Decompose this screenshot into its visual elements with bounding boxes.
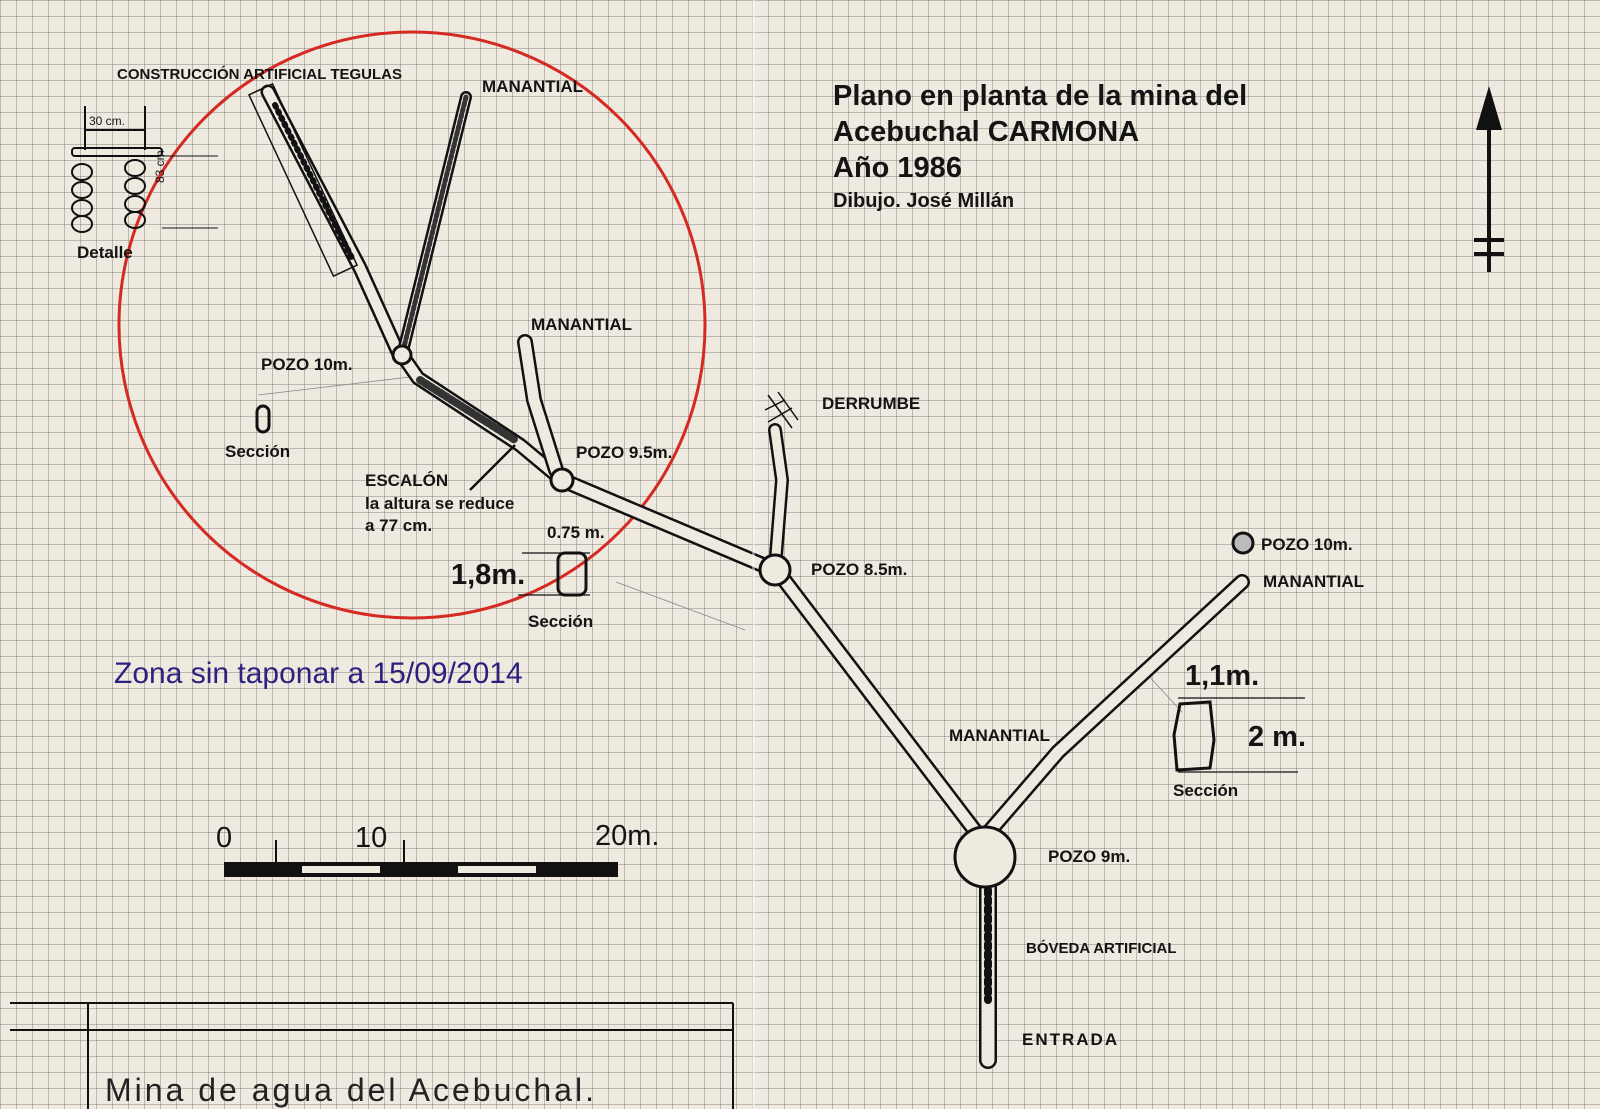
label-escalon-note-1: la altura se reduce — [365, 494, 515, 513]
label-pozo-95: POZO 9.5m. — [576, 443, 673, 462]
label-manantial-top: MANANTIAL — [482, 77, 584, 96]
label-dim-075: 0.75 m. — [547, 523, 605, 542]
title-line-3: Año 1986 — [833, 152, 962, 184]
label-escalon: ESCALÓN — [365, 471, 449, 490]
title-author: Dibujo. José Millán — [833, 190, 1015, 212]
label-detalle-83: 83 cm — [153, 150, 167, 183]
scale-bar — [224, 840, 618, 877]
label-detalle: Detalle — [77, 243, 133, 262]
title-line-1: Plano en planta de la mina del — [833, 80, 1248, 112]
label-pozo-10-right: POZO 10m. — [1261, 535, 1353, 554]
label-pozo-85: POZO 8.5m. — [811, 560, 908, 579]
label-dim-2: 2 m. — [1248, 721, 1307, 753]
page-fold — [752, 0, 755, 1109]
zone-note: Zona sin taponar a 15/09/2014 — [114, 657, 523, 690]
section-shapes — [257, 406, 1214, 770]
tunnel-main-lower — [775, 568, 982, 840]
tunnel-derrumbe — [775, 430, 782, 568]
tunnel-right-branch — [982, 582, 1242, 840]
label-detalle-30: 30 cm. — [89, 114, 126, 128]
label-manantial-right: MANANTIAL — [1263, 572, 1365, 591]
label-pozo-9: POZO 9m. — [1048, 847, 1131, 866]
pozo-10-left-mark — [393, 346, 411, 364]
escalon-pointer — [470, 445, 515, 490]
label-manantial-mid: MANANTIAL — [531, 315, 633, 334]
label-boveda: BÓVEDA ARTIFICIAL — [1026, 940, 1177, 957]
label-seccion-1: Sección — [225, 442, 291, 461]
label-pozo-10-left: POZO 10m. — [261, 355, 353, 374]
tunnel-manantial-top — [402, 97, 466, 355]
label-seccion-2: Sección — [528, 612, 594, 631]
scale-tick-10: 10 — [355, 822, 388, 854]
wells — [393, 346, 1253, 887]
label-dim-18: 1,8m. — [451, 559, 526, 591]
label-construccion: CONSTRUCCIÓN ARTIFICIAL TEGULAS — [117, 66, 402, 83]
pozo-9-mark — [955, 827, 1015, 887]
label-escalon-note-2: a 77 cm. — [365, 516, 433, 535]
section-right-shape — [1174, 702, 1214, 770]
label-manantial-low: MANANTIAL — [949, 726, 1051, 745]
label-entrada: ENTRADA — [1022, 1030, 1120, 1049]
section-left-shape — [257, 406, 269, 432]
pozo-85-mark — [760, 555, 790, 585]
north-arrow — [1474, 86, 1504, 272]
tunnel-tegulas — [268, 92, 398, 352]
label-derrumbe: DERRUMBE — [822, 394, 921, 413]
pozo-10-right-mark — [1233, 533, 1253, 553]
derrumbe-hatch — [765, 392, 798, 428]
title-line-2: Acebuchal CARMONA — [833, 116, 1140, 148]
scale-tick-0: 0 — [216, 822, 233, 854]
label-seccion-3: Sección — [1173, 781, 1239, 800]
scale-tick-20: 20m. — [595, 820, 660, 852]
tunnel-network — [268, 92, 1242, 1060]
title-block-text: Mina de agua del Acebuchal. — [105, 1072, 597, 1108]
label-dim-11: 1,1m. — [1185, 660, 1260, 692]
pozo-95-mark — [551, 469, 573, 491]
section-middle-shape — [558, 553, 586, 595]
